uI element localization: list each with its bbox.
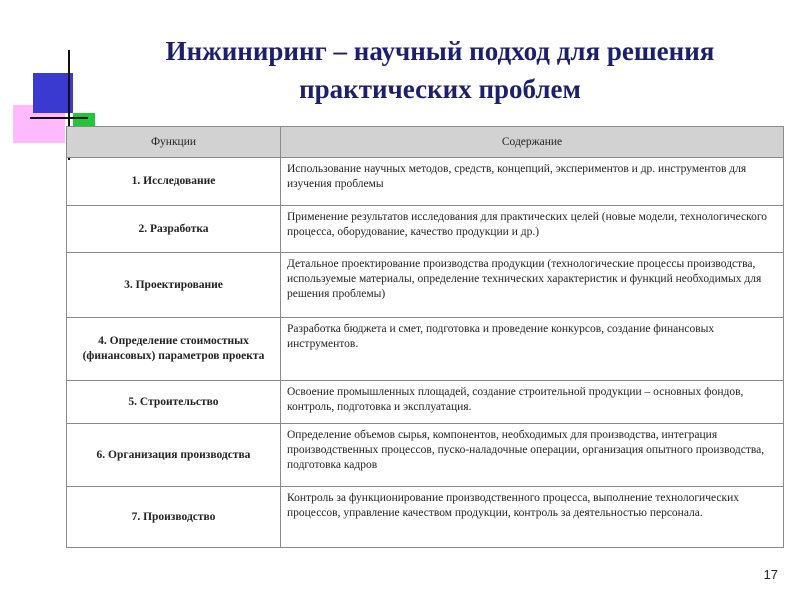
function-cell: 6. Организация производства [67, 424, 281, 487]
function-cell: 7. Производство [67, 487, 281, 548]
table-row [67, 381, 784, 424]
table-row [67, 206, 784, 253]
function-cell: 5. Строительство [67, 381, 281, 424]
slide-title-line-2: практических проблем [299, 74, 581, 104]
content-cell: Использование научных методов, средств, концепций, экспериментов и др. инструментов для изучения проблемы [281, 158, 784, 206]
decor-blue-square [33, 73, 73, 113]
slide-title-line-1: Инжиниринг – научный подход для решения [165, 36, 715, 66]
content-cell: Определение объемов сырья, компонентов, необходимых для производства, интеграция производственных процессов, пуско-наладочные операции, организация опытного производства, подготовка кадров [281, 424, 784, 487]
table-row [67, 424, 784, 487]
functions-table [66, 126, 784, 548]
table-row [67, 158, 784, 206]
function-cell: 3. Проектирование [67, 253, 281, 318]
content-cell: Контроль за функционирование производственного процесса, выполнение технологических процессов, управление качеством продукции, контроль за деятельностью персонала. [281, 487, 784, 548]
content-cell: Применение результатов исследования для практических целей (новые модели, технологического процесса, оборудование, качество продукции и др.) [281, 206, 784, 253]
header-functions: Функции [67, 127, 281, 158]
decor-horizontal-line [30, 117, 88, 119]
table-row [67, 318, 784, 381]
table-row [67, 253, 784, 318]
content-cell: Освоение промышленных площадей, создание строительной продукции – основных фондов, контроль, подготовка и эксплуатация. [281, 381, 784, 424]
content-cell: Детальное проектирование производства продукции (технологические процессы производства, используемые материалы, определение технических характеристик и функций необходимых для решения проблемы) [281, 253, 784, 318]
page-number: 17 [763, 567, 778, 582]
slide-title [120, 32, 760, 108]
header-content: Содержание [281, 127, 784, 158]
function-cell: 1. Исследование [67, 158, 281, 206]
table-row [67, 487, 784, 548]
content-cell: Разработка бюджета и смет, подготовка и проведение конкурсов, создание финансовых инструментов. [281, 318, 784, 381]
table-header-row [67, 127, 784, 158]
function-cell: 2. Разработка [67, 206, 281, 253]
function-cell: 4. Определение стоимостных (финансовых) параметров проекта [67, 318, 281, 381]
